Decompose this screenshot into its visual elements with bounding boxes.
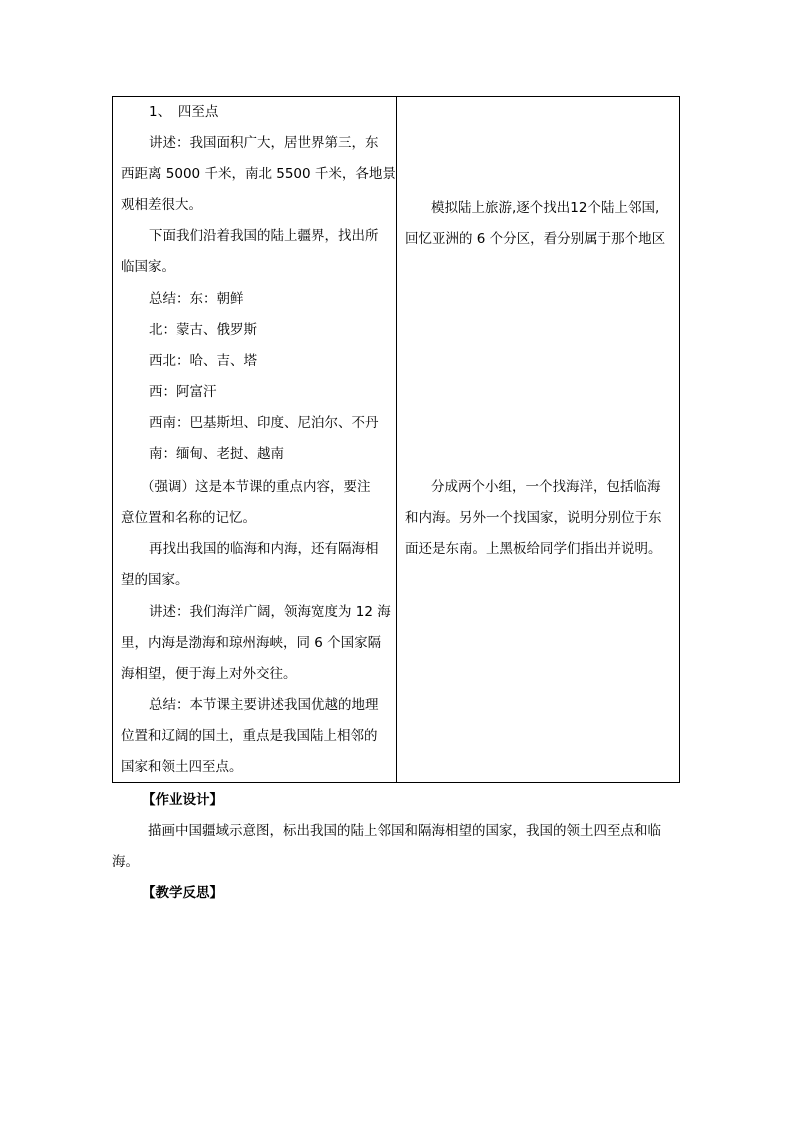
right-line: 回忆亚洲的 6 个分区，看分别属于那个地区 [405,231,666,247]
left-line: 北：蒙古、俄罗斯 [149,322,257,338]
left-line: 西南：巴基斯坦、印度、尼泊尔、不丹 [149,415,379,431]
column-divider [396,97,397,782]
left-line: （强调）这是本节课的重点内容，要注 [141,479,371,495]
left-line: 1、 四至点 [149,104,219,120]
left-line: 西距离 5000 千米，南北 5500 千米，各地景 [121,166,396,182]
right-line: 分成两个小组，一个找海洋，包括临海 [431,479,661,495]
left-line: 海相望，便于海上对外交往。 [121,666,297,682]
left-line: 位置和辽阔的国土，重点是我国陆上相邻的 [121,728,378,744]
homework-text: 海。 [112,854,139,870]
left-line: 观相差很大。 [121,197,202,213]
left-line: 临国家。 [121,259,175,275]
right-line: 面还是东南。上黑板给同学们指出并说明。 [405,541,662,557]
homework-text: 描画中国疆域示意图，标出我国的陆上邻国和隔海相望的国家，我国的领土四至点和临 [148,823,661,839]
left-line: 望的国家。 [121,572,189,588]
left-line: 里，内海是渤海和琼州海峡，同 6 个国家隔 [121,635,382,651]
left-line: 总结：东：朝鲜 [149,291,244,307]
left-line: 总结：本节课主要讲述我国优越的地理 [149,697,379,713]
left-line: 讲述：我国面积广大，居世界第三，东 [149,135,379,151]
left-line: 国家和领土四至点。 [121,759,243,775]
reflection-heading: 【教学反思】 [142,885,223,901]
right-line: 模拟陆上旅游,逐个找出12个陆上邻国, [431,200,660,216]
left-line: 再找出我国的临海和内海，还有隔海相 [149,541,379,557]
left-line: 下面我们沿着我国的陆上疆界，找出所 [149,228,379,244]
right-line: 和内海。另外一个找国家，说明分别位于东 [405,510,662,526]
homework-heading: 【作业设计】 [142,792,223,808]
left-line: 西北：哈、吉、塔 [149,353,257,369]
lesson-table [112,96,680,783]
left-line: 南：缅甸、老挝、越南 [149,446,284,462]
left-line: 讲述：我们海洋广阔，领海宽度为 12 海 [149,604,391,620]
left-line: 西：阿富汗 [149,384,217,400]
left-line: 意位置和名称的记忆。 [121,510,256,526]
